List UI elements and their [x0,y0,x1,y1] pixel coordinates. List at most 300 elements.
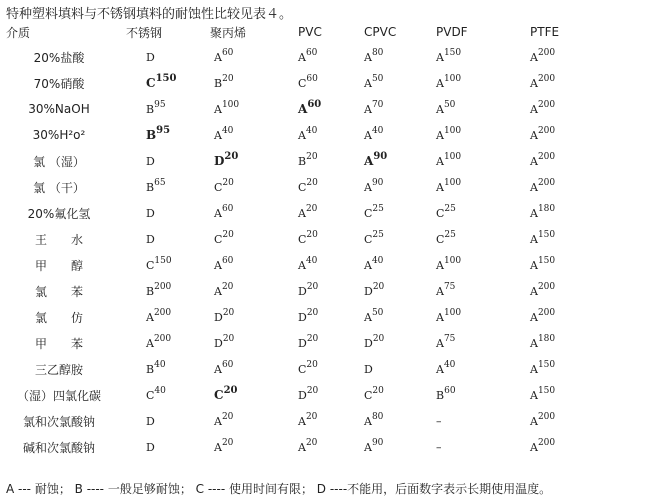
rating-letter: A [436,259,444,272]
rating-cell-pvc [278,408,350,434]
max-temperature: 90 [373,151,388,162]
table-row [0,200,588,226]
rating-cell-ptfe [498,408,588,434]
rating-letter: A [146,337,154,350]
rating-letter: C [298,233,307,246]
rating-value [146,207,155,220]
rating-letter: D [146,207,155,220]
rating-cell-polypropylene [200,356,278,382]
rating-value [530,126,556,142]
max-temperature: 200 [537,178,556,189]
rating-value [298,308,319,324]
rating-value [146,100,166,116]
rating-cell-pvc [278,330,350,356]
rating-cell-ptfe [498,200,588,226]
rating-value [436,441,442,454]
rating-value [214,178,234,194]
rating-cell-ptfe [498,304,588,330]
rating-cell-polypropylene [200,96,278,122]
table-row [0,122,588,148]
rating-cell-ptfe [498,122,588,148]
rating-letter: A [530,155,538,168]
rating-letter: A [214,207,222,220]
table-row [0,434,588,460]
rating-letter: A [364,441,372,454]
rating-cell-pvdf [422,434,498,460]
max-temperature: 75 [443,282,456,293]
corrosion-resistance-table [0,20,588,460]
rating-letter: D [364,337,373,350]
max-temperature: 200 [537,48,556,59]
rating-value [298,230,318,246]
rating-cell-pvc [278,122,350,148]
rating-cell-cpvc [350,434,422,460]
max-temperature: 100 [443,308,462,319]
rating-letter: D [146,415,155,428]
max-temperature: 40 [443,360,456,371]
rating-cell-cpvc [350,148,422,174]
rating-value [530,74,556,90]
max-temperature: 20 [222,178,234,189]
medium-cell: 碱和次氯酸钠 [22,440,95,455]
rating-value [530,308,556,324]
max-temperature: 20 [306,308,319,319]
table-row [0,70,588,96]
rating-cell-ptfe [498,174,588,200]
rating-cell-stainless-steel [118,278,200,304]
max-temperature: 150 [443,48,462,59]
rating-value [530,48,556,64]
rating-letter: C [214,233,223,246]
rating-value [298,152,318,168]
rating-cell-pvc [278,174,350,200]
rating-letter: A [364,259,372,272]
table-row [0,252,588,278]
rating-value [146,282,172,298]
rating-value [436,100,456,116]
rating-cell-cpvc [350,44,422,70]
rating-letter: A [298,51,306,64]
max-temperature: 20 [306,152,318,163]
rating-letter: A [298,415,306,428]
rating-value [364,386,384,402]
rating-letter: D [364,363,373,376]
rating-cell-stainless-steel [118,44,200,70]
rating-cell-ptfe [498,278,588,304]
rating-cell-cpvc [350,252,422,278]
max-temperature: 60 [306,74,318,85]
rating-cell-pvdf [422,382,498,408]
rating-cell-cpvc [350,226,422,252]
rating-value [436,256,462,272]
rating-letter: – [436,441,442,454]
rating-letter: A [364,51,372,64]
rating-value [530,204,556,220]
max-temperature: 40 [371,126,384,137]
rating-letter: D [214,337,223,350]
header-medium: 介质 [6,25,31,40]
rating-letter: A [214,363,222,376]
rating-cell-cpvc [350,122,422,148]
max-temperature: 200 [537,438,556,449]
max-temperature: 25 [444,230,456,241]
max-temperature: 150 [537,386,556,397]
max-temperature: 95 [154,100,166,111]
rating-letter: A [364,181,372,194]
rating-cell-pvc [278,356,350,382]
max-temperature: 95 [156,125,171,136]
max-temperature: 20 [306,334,319,345]
rating-letter: A [530,233,538,246]
max-temperature: 200 [153,308,172,319]
rating-letter: D [146,51,155,64]
rating-cell-ptfe [498,70,588,96]
rating-cell-stainless-steel [118,356,200,382]
rating-letter: C [436,207,445,220]
rating-cell-stainless-steel [118,382,200,408]
rating-cell-pvc [278,148,350,174]
rating-letter: D [146,155,155,168]
rating-cell-pvc [278,200,350,226]
rating-letter: A [436,181,444,194]
rating-cell-cpvc [350,382,422,408]
header-pvc: PVC [298,25,322,39]
rating-cell-stainless-steel [118,408,200,434]
max-temperature: 200 [537,152,556,163]
medium-cell: 王 水 [34,232,83,247]
rating-value [146,334,172,350]
rating-letter: B [436,389,445,402]
rating-letter: B [298,155,307,168]
rating-letter: C [146,389,155,402]
rating-letter: A [436,129,444,142]
rating-letter: B [214,77,223,90]
rating-value [214,230,234,246]
rating-cell-pvc [278,96,350,122]
rating-value [298,178,318,194]
rating-cell-pvdf [422,70,498,96]
table-row [0,96,588,122]
rating-cell-cpvc [350,330,422,356]
rating-cell-cpvc [350,70,422,96]
rating-cell-cpvc [350,96,422,122]
max-temperature: 200 [537,308,556,319]
max-temperature: 80 [371,48,384,59]
rating-letter: A [364,311,372,324]
rating-value [298,282,319,298]
max-temperature: 60 [221,48,234,59]
rating-value [214,438,234,454]
rating-cell-ptfe [498,226,588,252]
rating-letter: A [530,103,538,116]
rating-cell-pvdf [422,330,498,356]
rating-value [364,178,384,194]
rating-cell-stainless-steel [118,226,200,252]
max-temperature: 60 [221,204,234,215]
rating-value [364,308,384,324]
header-cpvc: CPVC [364,25,397,39]
rating-value [146,51,155,64]
max-temperature: 60 [307,99,322,110]
rating-cell-ptfe [498,382,588,408]
header-polypropylene: 聚丙烯 [210,25,247,40]
rating-value [146,360,166,376]
max-temperature: 40 [371,256,384,267]
rating-value [146,386,166,402]
table-row [0,330,588,356]
max-temperature: 180 [537,204,556,215]
max-temperature: 65 [154,178,166,189]
rating-cell-polypropylene [200,148,278,174]
rating-value [364,126,384,142]
rating-letter: C [298,181,307,194]
rating-value [436,230,456,246]
rating-letter: A [214,441,222,454]
rating-value [298,74,318,90]
medium-cell: 甲 苯 [34,336,83,351]
rating-letter: A [530,129,538,142]
rating-letter: A [530,441,538,454]
rating-cell-pvdf [422,148,498,174]
rating-cell-pvdf [422,96,498,122]
rating-cell-pvdf [422,226,498,252]
rating-letter: C [298,77,307,90]
rating-cell-pvc [278,278,350,304]
rating-cell-polypropylene [200,382,278,408]
rating-value [146,178,166,194]
header-pvdf: PVDF [436,25,468,39]
rating-cell-cpvc [350,200,422,226]
rating-letter: D [298,311,307,324]
rating-letter: A [364,129,372,142]
max-temperature: 20 [222,334,235,345]
max-temperature: 40 [305,126,318,137]
rating-cell-pvdf [422,174,498,200]
rating-letter: A [436,155,444,168]
rating-value [364,74,384,90]
rating-value [146,233,155,246]
rating-cell-polypropylene [200,304,278,330]
rating-cell-pvdf [422,356,498,382]
rating-letter: A [364,103,372,116]
max-temperature: 20 [372,386,384,397]
rating-cell-cpvc [350,304,422,330]
max-temperature: 150 [155,73,177,84]
max-temperature: 20 [222,74,234,85]
rating-cell-polypropylene [200,70,278,96]
rating-letter: A [530,207,538,220]
rating-value [364,363,373,376]
max-temperature: 100 [443,126,462,137]
rating-letter: C [298,363,307,376]
rating-value [530,256,556,272]
rating-value [530,178,556,194]
max-temperature: 60 [305,48,318,59]
rating-letter: A [298,207,306,220]
rating-cell-polypropylene [200,174,278,200]
rating-cell-cpvc [350,408,422,434]
rating-cell-pvdf [422,304,498,330]
rating-cell-pvc [278,44,350,70]
medium-cell: 氯 苯 [34,284,83,299]
rating-letter: A [214,415,222,428]
max-temperature: 70 [371,100,384,111]
rating-value [298,360,318,376]
rating-value [146,308,172,324]
medium-cell: 三乙醇胺 [34,362,83,377]
rating-value [436,126,462,142]
rating-cell-polypropylene [200,408,278,434]
rating-value [530,152,556,168]
max-temperature: 60 [444,386,456,397]
rating-cell-pvdf [422,278,498,304]
max-temperature: 20 [306,360,318,371]
max-temperature: 200 [537,282,556,293]
rating-value [298,48,318,64]
rating-letter: A [214,285,222,298]
rating-cell-ptfe [498,356,588,382]
rating-cell-stainless-steel [118,148,200,174]
rating-letter: A [530,337,538,350]
rating-cell-pvc [278,382,350,408]
max-temperature: 200 [153,334,172,345]
rating-cell-pvc [278,304,350,330]
rating-cell-pvc [278,252,350,278]
rating-letter: – [436,415,442,428]
rating-value [298,204,318,220]
rating-value [436,415,442,428]
rating-value [436,152,462,168]
rating-cell-cpvc [350,356,422,382]
rating-letter: A [214,103,222,116]
max-temperature: 20 [305,204,318,215]
max-temperature: 25 [372,230,384,241]
rating-letter: B [146,128,157,142]
rating-value [146,256,172,272]
rating-letter: D [146,441,155,454]
rating-value [214,282,234,298]
rating-value [436,386,456,402]
rating-letter: D [298,337,307,350]
rating-cell-ptfe [498,330,588,356]
rating-cell-stainless-steel [118,122,200,148]
rating-value [214,126,234,142]
max-temperature: 200 [537,100,556,111]
max-temperature: 40 [305,256,318,267]
max-temperature: 20 [223,385,238,396]
table-header-row [0,20,588,44]
rating-letter: A [298,441,306,454]
max-temperature: 100 [443,256,462,267]
rating-value [214,204,234,220]
max-temperature: 20 [306,230,318,241]
rating-letter: C [364,207,373,220]
max-temperature: 20 [222,308,235,319]
rating-letter: A [364,415,372,428]
rating-letter: A [530,51,538,64]
max-temperature: 25 [372,204,384,215]
rating-letter: A [530,363,538,376]
max-temperature: 25 [444,204,456,215]
rating-letter: A [530,415,538,428]
rating-letter: A [214,51,222,64]
rating-letter: A [298,259,306,272]
rating-value [436,282,456,298]
table-row [0,278,588,304]
rating-letter: A [530,389,538,402]
max-temperature: 20 [221,412,234,423]
rating-letter: D [298,285,307,298]
rating-letter: A [214,129,222,142]
max-temperature: 20 [221,438,234,449]
rating-value [364,230,384,246]
rating-letter: D [214,154,225,168]
rating-cell-ptfe [498,434,588,460]
rating-cell-polypropylene [200,200,278,226]
max-temperature: 20 [372,334,385,345]
table-row [0,226,588,252]
rating-cell-stainless-steel [118,330,200,356]
rating-value [298,438,318,454]
header-ptfe: PTFE [530,25,560,39]
rating-cell-pvdf [422,122,498,148]
rating-letter: A [436,363,444,376]
rating-value [214,412,234,428]
rating-letter: B [146,181,155,194]
rating-value [298,334,319,350]
rating-value [530,282,556,298]
medium-cell: 30%H²o² [32,128,86,142]
rating-value [364,48,384,64]
rating-cell-ptfe [498,252,588,278]
rating-letter: C [146,259,155,272]
rating-letter: C [436,233,445,246]
medium-cell: 30%NaOH [28,102,90,116]
rating-cell-stainless-steel [118,252,200,278]
rating-letter: B [146,285,155,298]
rating-value [214,151,239,168]
max-temperature: 20 [306,178,318,189]
rating-value [146,441,155,454]
max-temperature: 40 [154,360,166,371]
max-temperature: 20 [305,438,318,449]
rating-letter: A [436,77,444,90]
rating-value [214,360,234,376]
medium-cell: 氯 仿 [34,310,83,325]
max-temperature: 40 [154,386,166,397]
rating-value [146,155,155,168]
rating-letter: B [146,363,155,376]
rating-cell-stainless-steel [118,70,200,96]
rating-cell-stainless-steel [118,96,200,122]
medium-cell: 70%硝酸 [33,76,85,91]
max-temperature: 150 [154,256,172,267]
table-row [0,44,588,70]
rating-letter: D [298,389,307,402]
rating-value [436,74,462,90]
max-temperature: 100 [443,74,462,85]
rating-value [214,256,234,272]
rating-value [214,100,240,116]
max-temperature: 100 [443,152,462,163]
rating-cell-pvc [278,226,350,252]
max-temperature: 200 [154,282,172,293]
rating-value [530,100,556,116]
max-temperature: 150 [537,360,556,371]
max-temperature: 50 [371,308,384,319]
max-temperature: 20 [372,282,385,293]
rating-value [364,334,385,350]
